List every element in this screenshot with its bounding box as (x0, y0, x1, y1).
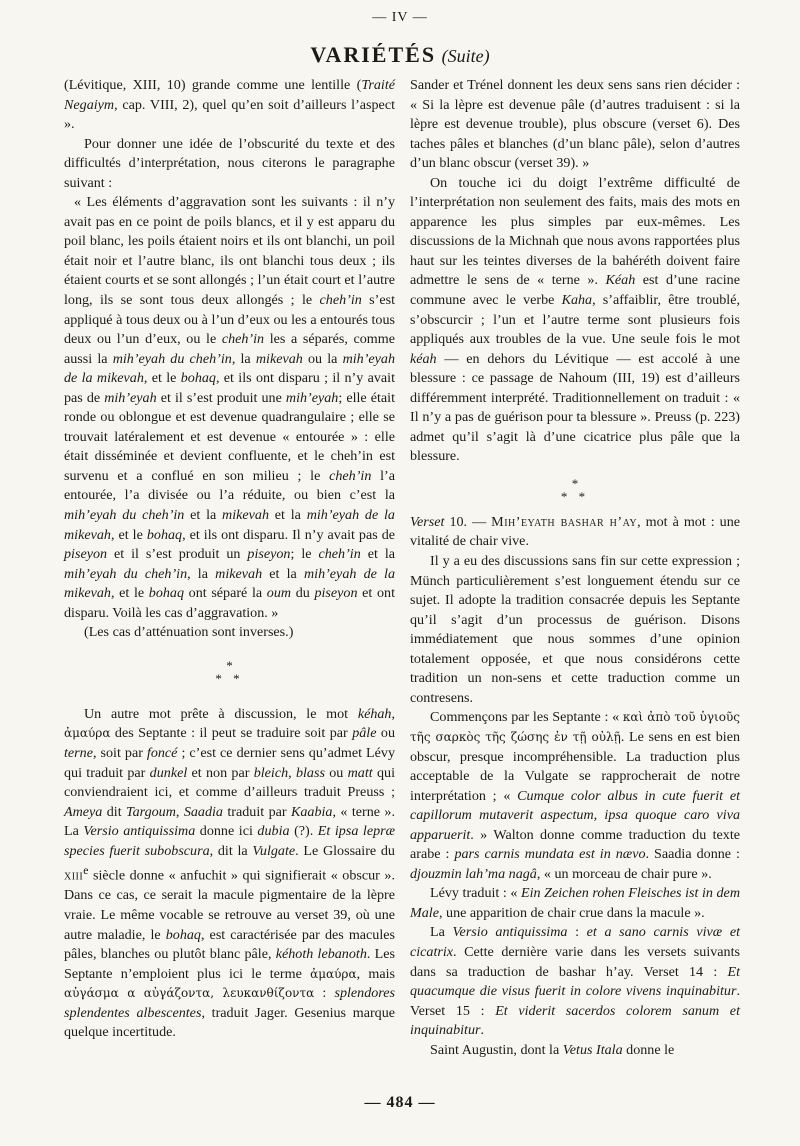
section-title-main: VARIÉTÉS (310, 42, 437, 67)
text-run: Sander et Trénel donnent les deux sens sans rien décider : « Si la lèpre est devenue pâle (d’autres traduisent : si la lèpre est devenue trouble), plus obscure (verset 6). Des taches pâles et blanches (d’un blanc pâle), selon d’autres d’un blanc obscur (verset 39). » (410, 77, 740, 172)
text-run: : (314, 985, 335, 1002)
italic-run: Traité Negaiym (64, 77, 395, 113)
italic-run: Cumque color albus in cute fuerit et capillorum mutaverit aspectum, ipsa quoque caro viva apparuerit (410, 787, 740, 843)
italic-run: blass (295, 764, 325, 781)
paragraph (64, 135, 395, 194)
italic-run: bohaq (146, 526, 183, 543)
italic-run: Versio antiquissima (452, 924, 568, 941)
text-run: . Verset 15 : (410, 983, 740, 1019)
italic-run: Verset (410, 513, 445, 530)
text-run: et la (269, 507, 307, 524)
paragraph (410, 884, 740, 923)
italic-run: Kaabia (290, 803, 333, 820)
italic-run: pâle (352, 725, 377, 742)
italic-run: Versio antiquissima (83, 823, 196, 840)
asterism-top: * (571, 475, 579, 491)
paragraph (64, 705, 395, 1043)
text-run: qui conviendraient ici, et comme d’ailleurs traduit Preuss ; (64, 764, 395, 801)
italic-run: djouzmin lah’ma nagâ (410, 865, 537, 882)
asterism-separator (410, 477, 740, 503)
text-run: s’est appliqué à tous deux ou à l’un d’eux ou les a entourés tous deux ou l’un d’eux, ou le (64, 292, 395, 348)
text-run: et ont disparu. Voilà les cas d’aggravation. » (64, 585, 395, 621)
italic-run: cheh’in (319, 292, 362, 309)
text-run: . » Walton donne comme traduction du texte arabe : (410, 826, 740, 863)
asterism-top: * (226, 657, 233, 673)
italic-run: Ameya (64, 803, 103, 820)
text-run: ou (376, 725, 395, 742)
italic-run: Vulgate (252, 842, 296, 859)
italic-run: terne (64, 744, 93, 761)
italic-run: Et ipsa lepræ species fuerit subobscura (64, 823, 396, 859)
text-run: . Saadia donne : (645, 846, 740, 863)
italic-run: piseyon (64, 546, 108, 563)
text-run: ou (324, 764, 348, 781)
italic-run: bleich (253, 764, 289, 781)
italic-run: mikevah (215, 565, 263, 582)
text-run: (?). (289, 823, 318, 840)
italic-run: oum (266, 585, 292, 602)
italic-run: Targoum (126, 803, 176, 820)
italic-run: piseyon (247, 546, 291, 563)
asterism-bottom: * * (560, 488, 590, 504)
text-run: Il y a eu des discussions sans fin sur cette expression ; Münch particulièrement s’est longuement étendu sur ce sujet. Il adopte la tradition consacrée depuis les Septante qu’il s’agit d’un processus de guérison. Disons immédiatement que nous sommes d’une opinion totalement opposée, et que nous considérons cette tradition un non-sens et cette traduction comme un contresens. (410, 553, 740, 706)
text-run: du (291, 585, 315, 602)
text-run: donne le (622, 1041, 675, 1058)
text-run: , et le (110, 526, 147, 543)
text-run: , mot à mot : une vitalité de chair vive. (410, 513, 741, 550)
text-run: , cap. VIII, 2), quel qu’en soit d’ailleurs l’aspect ». (64, 96, 395, 133)
italic-run: bohaq (180, 370, 216, 387)
text-run: et il s’est produit une (156, 389, 286, 406)
paragraph (410, 708, 740, 884)
roman-page-number: — IV — (372, 10, 428, 25)
text-run: , et ils ont disparu ; il n’y avait pas de (64, 370, 395, 406)
text-run: , traduit Jager. Gesenius marque quelque incertitude. (64, 1004, 395, 1041)
italic-run: piseyon (314, 585, 358, 602)
asterism-bottom: * * (215, 670, 244, 686)
italic-run: mih’eyah de la mikevah (64, 507, 395, 543)
italic-run: mikevah (255, 350, 303, 367)
text-run: les a séparés, comme aussi la (64, 331, 395, 367)
paragraph (410, 552, 740, 708)
asterism-separator (64, 659, 395, 685)
text-run: , soit par (92, 744, 147, 761)
text-run: , dit la (209, 842, 253, 859)
text-run: ; le (290, 546, 319, 563)
text-run: (Lévitique, XIII, 10) grande comme une lentille ( (64, 77, 362, 93)
text-run: Lévy traduit : « (430, 885, 522, 902)
quoted-passage (64, 193, 395, 623)
text-run: , (391, 705, 395, 722)
text-run: 10. — (444, 513, 492, 530)
italic-run: pars carnis mundata est in nævo (454, 846, 646, 863)
paragraph (410, 923, 740, 1040)
italic-run: mih’eyah de la mikevah (64, 565, 395, 602)
text-run: Un autre mot prête à discussion, le mot (84, 705, 358, 722)
text-run: , et ils ont disparu. Il n’y avait pas de (182, 526, 395, 543)
text-run: , une apparition de chair crue dans la macule ». (438, 904, 705, 921)
paragraph (410, 174, 740, 467)
text-run: et il s’est produit un (107, 546, 248, 563)
italic-run: Et viderit sacerdos colorem sanum et inquinabitur (410, 1002, 740, 1039)
text-run: Saint Augustin, dont la (430, 1041, 563, 1058)
italic-run: bohaq (148, 585, 185, 602)
italic-run: mih’eyah du cheh’in (64, 565, 188, 582)
italic-run: cheh’in (318, 546, 361, 563)
paragraph (410, 1041, 740, 1061)
italic-run: kéhoth lebanoth (275, 946, 367, 963)
text-run: , la (187, 565, 216, 582)
paragraph (410, 76, 740, 174)
text-run: La (430, 924, 453, 941)
italic-run: mikevah (222, 507, 270, 524)
italic-run: mih’eyah du cheh’in (112, 350, 232, 367)
text-run: et non par (187, 764, 254, 781)
section-title-suite: (Suite) (441, 46, 490, 66)
text-run: , s’affaiblir, être troublé, s’obscurcir ; l’un et l’autre terme sont plusieurs fois appliqués aux troubles de la vue. Une seule fois le mot (410, 292, 740, 348)
text-run: et la (184, 507, 223, 524)
text-run: des Septante : il peut se traduire soit par (110, 725, 353, 742)
italic-run: foncé (146, 744, 178, 761)
text-run: (Les cas d’atténuation sont inverses.) (84, 624, 294, 641)
left-column (64, 76, 395, 1076)
text-run: , « terne ». La (64, 803, 395, 840)
text-run: est d’une racine commune avec le verbe (410, 272, 740, 309)
text-run: Pour donner une idée de l’obscurité du texte et des difficultés d’interprétation, nous citerons le paragraphe suivant : (64, 135, 395, 191)
text-run: , (288, 764, 296, 781)
verse-heading (410, 513, 740, 552)
text-run: ou la (302, 350, 343, 367)
text-run: . Le sens en est bien obscur, presque incompréhensible. La traduction plus acceptable de la Vulgate se rapprocherait de notre interprétation ; « (410, 728, 740, 804)
superscript-run: e (83, 864, 89, 878)
italic-run: Vetus Itala (562, 1041, 623, 1058)
italic-run: mih’eyah (104, 389, 157, 406)
italic-run: mih’eyah de la mikevah (64, 350, 396, 387)
text-run: , (175, 803, 184, 820)
italic-run: splendores splendentes albescentes (64, 985, 395, 1021)
text-run: , est caractérisée par des macules pâles, blanches ou plutôt blanc pâle, (64, 926, 395, 963)
italic-run: kéah (410, 350, 437, 367)
italic-run: Kéah (605, 272, 636, 289)
text-run: , mais (356, 965, 395, 982)
small-caps-run: xiii (64, 867, 84, 884)
italic-run: kéhah (357, 705, 392, 722)
greek-run: αὐγάσμα α αὐγάζοντα, λευκανθίζοντα (64, 986, 315, 1001)
italic-run: cheh’in (329, 467, 372, 484)
italic-run: matt (347, 764, 373, 781)
text-run: traduit par (222, 803, 291, 820)
italic-run: Kaha (561, 292, 593, 309)
text-run: « Les éléments d’aggravation sont les suivants : il n’y avait pas en ce point de poils blancs, et il y est apparu du poil blanc, les poils étaient noirs et ils ont blanchi, un poil était noir et l’autre blanc, ils ont blanchi tous deux ; ils étaient courts et se sont allongés ; l’un était court et l’autre long, ils se sont tous deux allongés ; le (64, 194, 395, 309)
italic-run: Ein Zeichen rohen Fleisches ist in dem Male (410, 885, 740, 921)
italic-run: Et quacumque die visus fuerit in colore vivens inquinabitur (410, 963, 740, 1000)
text-run: , « un morceau de chair pure ». (536, 865, 712, 882)
text-run: ; elle était ronde ou oblongue et est devenue quadrangulaire ; elle se trouvait latéralement et est devenue « entourée » : elle était disséminée et devient confluente, et le cheh’in est survenu et a conflué en son milieu ; le (64, 389, 395, 484)
text-run: dit (102, 803, 127, 820)
italic-run: et a sano carnis vivæ et cicatrix (410, 924, 740, 960)
text-run: , et le (143, 370, 181, 387)
italic-run: cheh’in (221, 331, 265, 348)
text-run: l’a entourée, l’a divisée ou l’a réduite, ou bien c’est la (64, 467, 395, 504)
text-run: Commençons par les Septante : « (430, 709, 623, 726)
italic-run: mih’eyah (285, 389, 339, 406)
page-number: — 484 — (364, 1094, 436, 1111)
text-run: : (567, 924, 587, 941)
text-run: donne ici (195, 823, 258, 840)
italic-run: bohaq (165, 926, 201, 943)
italic-run: dubia (257, 823, 290, 840)
text-run: et la (360, 546, 395, 563)
small-caps-run: Mih’eyath bashar h’ay (491, 513, 638, 530)
text-run: siècle donne « anfuchit » qui signifierait « obscur ». Dans ce cas, ce serait la macule pigmentaire de la lèpre vraie. Le même vocable se retrouve au verset 39, où une autre maladie, le (64, 867, 395, 943)
text-run: et la (262, 565, 304, 582)
greek-run: καὶ ἀπὸ τοῦ ὑγιοῦς τῆς σαρκὸς τῆς ζώσης ἐν τῇ οὐλῇ (410, 710, 740, 744)
greek-run: ἀμαύρα (64, 726, 111, 741)
text-run: ; c’est ce dernier sens qu’admet Lévy qui traduit par (64, 744, 395, 781)
italic-run: dunkel (149, 764, 188, 781)
text-run: On touche ici du doigt l’extrême difficulté de l’interprétation non seulement des faits, mais des mots en apparence les plus simples par eux-mêmes. Les discussions de la Michnah que nous avons rapportées plus haut sur les teintes diverses de la bahéréth doivent faire admettre le sens de « terne ». (410, 174, 740, 289)
text-run: — en dehors du Lévitique — est accolé à une blessure : ce passage de Nahoum (III, 19) est d’ailleurs différemment interprété. Traditionnellement on traduit : « Il n’y a pas de guérison pour ta blessure ». Preuss (p. 223) admet qu’il s’agit là d’une cicatrice plus pâle que la blessure. (410, 350, 740, 465)
paragraph (64, 76, 395, 135)
section-title (0, 42, 800, 69)
text-run: . Le Glossaire du (295, 842, 395, 859)
text-run: , et le (110, 585, 149, 602)
text-run: , la (231, 350, 256, 367)
italic-run: mih’eyah du cheh’in (64, 507, 185, 524)
right-column (410, 76, 740, 1076)
italic-run: Saadia (183, 803, 223, 820)
greek-run: ἀμαύρα (310, 966, 357, 981)
text-run: . Les Septante n’emploient plus ici le terme (64, 946, 395, 982)
paragraph (64, 623, 395, 643)
text-run: ont séparé la (184, 585, 267, 602)
text-run: . (480, 1022, 485, 1039)
text-run: . Cette dernière varie dans les versets suivants dans sa traduction de bashar h’ay. Verset 14 : (410, 943, 740, 980)
